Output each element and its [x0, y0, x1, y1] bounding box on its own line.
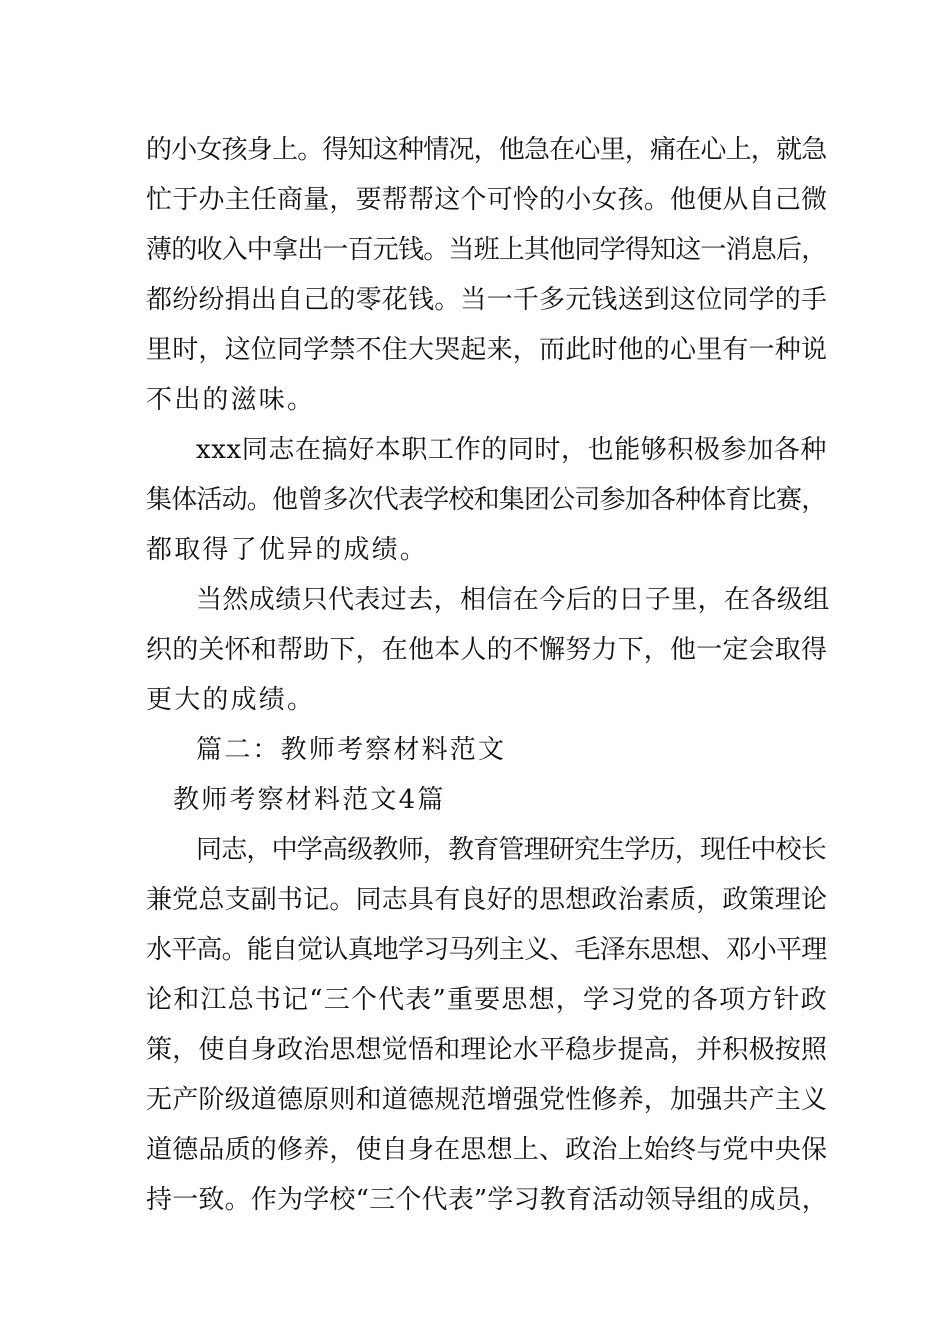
text-line-17: 水平高。能自觉认真地学习马列主义、毛泽东思想、邓小平理 [146, 935, 827, 965]
text-line-6: 不出的滋味。 [146, 385, 316, 415]
text-line-5: 里时，这位同学禁不住大哭起来，而此时他的心里有一种说 [146, 335, 828, 365]
text-line-22: 持一致。作为学校“三个代表”学习教育活动领导组的成员， [146, 1185, 828, 1215]
text-line-16: 兼党总支副书记。同志具有良好的思想政治素质，政策理论 [146, 885, 828, 915]
text-line-18: 论和江总书记“三个代表”重要思想，学习党的各项方针政 [146, 985, 828, 1015]
text-line-2: 忙于办主任商量，要帮帮这个可怜的小女孩。他便从自己微 [146, 185, 828, 215]
text-line-7: xxx同志在搞好本职工作的同时，也能够积极参加各种 [196, 435, 827, 465]
text-line-20: 无产阶级道德原则和道德规范增强党性修养，加强共产主义 [146, 1085, 828, 1115]
text-line-21: 道德品质的修养，使自身在思想上、政治上始终与党中央保 [146, 1135, 828, 1165]
text-line-3: 薄的收入中拿出一百元钱。当班上其他同学得知这一消息后， [146, 235, 827, 265]
text-line-4: 都纷纷捐出自己的零花钱。当一千多元钱送到这位同学的手 [146, 285, 828, 315]
text-line-11: 织的关怀和帮助下，在他本人的不懈努力下，他一定会取得 [146, 635, 828, 665]
text-line-15: 同志，中学高级教师，教育管理研究生学历，现任中校长 [196, 835, 827, 865]
article-title: 教师考察材料范文4篇 [173, 785, 446, 815]
section-heading: 篇二：教师考察材料范文 [196, 735, 507, 765]
text-line-9: 都取得了优异的成绩。 [146, 535, 429, 565]
text-line-12: 更大的成绩。 [146, 685, 316, 715]
text-line-1: 的小女孩身上。得知这种情况，他急在心里，痛在心上，就急 [146, 135, 827, 165]
text-line-19: 策，使自身政治思想觉悟和理论水平稳步提高，并积极按照 [146, 1035, 828, 1065]
text-line-10: 当然成绩只代表过去，相信在今后的日子里，在各级组 [196, 585, 830, 615]
text-line-8: 集体活动。他曾多次代表学校和集团公司参加各种体育比赛， [146, 485, 827, 515]
